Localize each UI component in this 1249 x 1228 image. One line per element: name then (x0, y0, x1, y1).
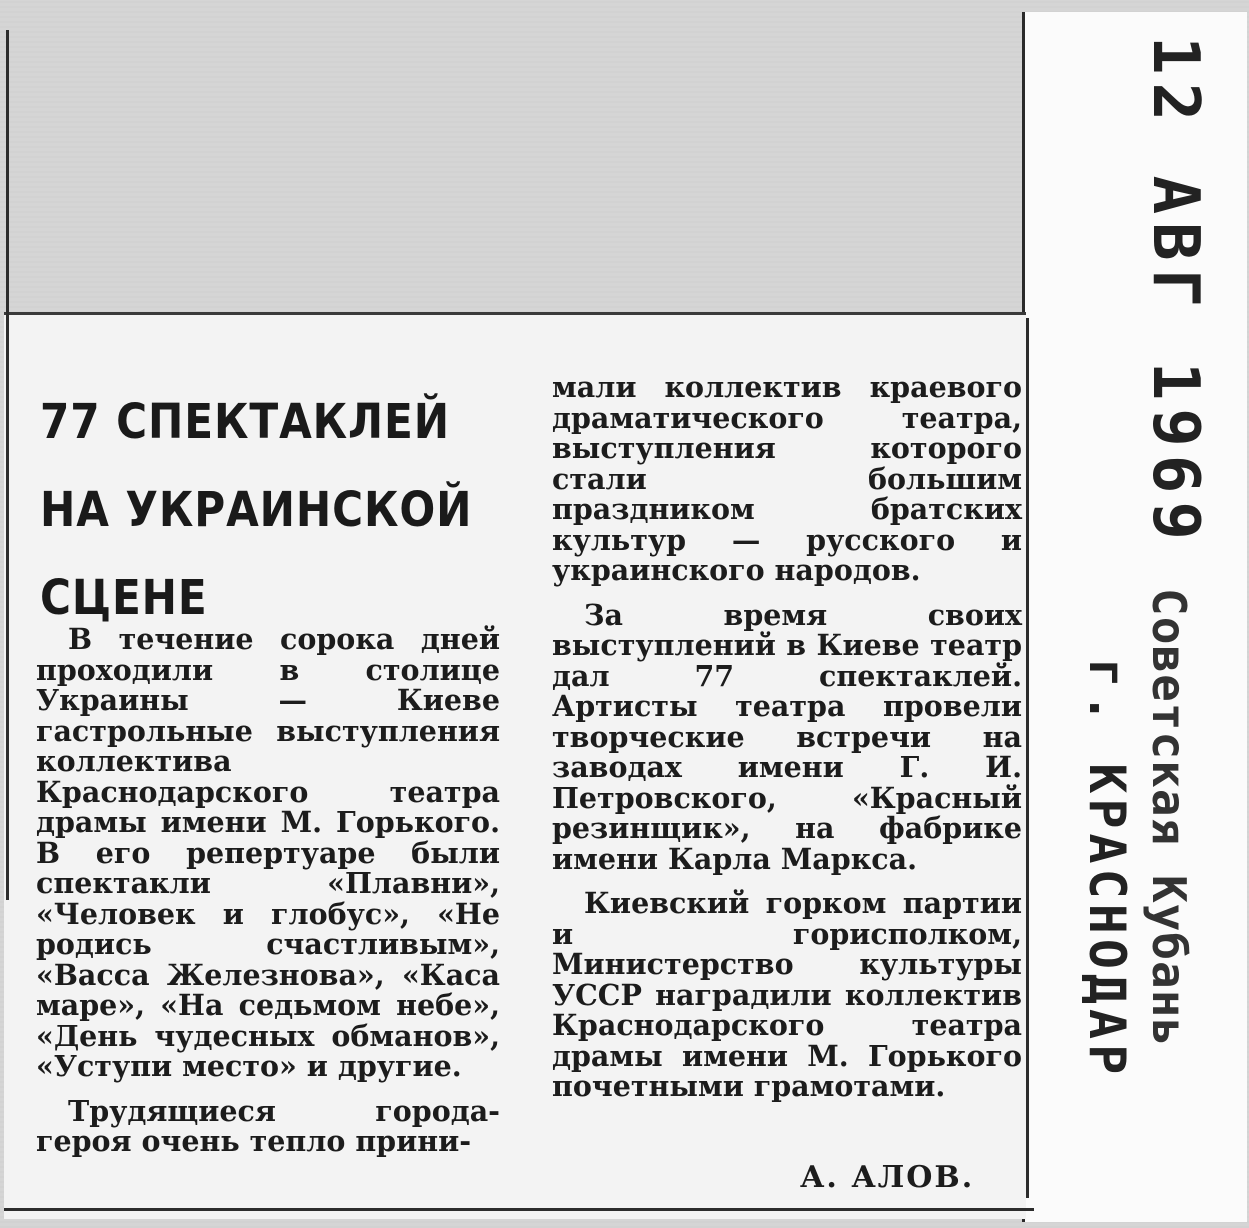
headline-line-3: СЦЕНЕ (40, 570, 208, 626)
clipping-border-left (6, 30, 9, 900)
article-column-left (36, 624, 500, 1171)
headline-line-1: 77 СПЕКТАКЛЕЙ (40, 394, 450, 450)
stamp-newspaper-name: Советская Кубань (1142, 588, 1196, 1048)
stamp-city: г. КРАСНОДАР (1078, 658, 1136, 1080)
clipping-border-bottom (4, 1208, 1034, 1211)
article-column-right (552, 372, 1022, 1116)
article-paragraph: Киевский горком партии и горисполком, Министерство культуры УССР наградили коллектив Краснодарского театра драмы имени М. Горького почетными грамотами. (552, 886, 1022, 1103)
stamp-date: 12 АВГ 1969 (1138, 36, 1212, 548)
article-headline (40, 378, 473, 642)
headline-line-2: НА УКРАИНСКОЙ (40, 482, 473, 538)
article-paragraph: В течение сорока дней проходили в столице Украины — Киеве гастрольные выступления коллектива Краснодарского театра драмы имени М. Горького. В его репертуаре были спектакли «Плавни», «Человек и глобус», «Не родись счастливым», «Васса Железнова», «Каса маре», «На седьмом небе», «День чудесных обманов», «Уступи место» и другие. (36, 622, 500, 1083)
article-paragraph: мали коллектив краевого драматического театра, выступления которого стали большим праздником братских культур — русского и украинского народов. (552, 370, 1022, 587)
clipping-border-right (1026, 318, 1029, 1198)
article-byline: А. АЛОВ. (800, 1160, 975, 1195)
article-paragraph: За время своих выступлений в Киеве театр дал 77 спектаклей. Артисты театра провели творческие встречи на заводах имени Г. И. Петровского, «Красный резинщик», на фабрике имени Карла Маркса. (552, 597, 1022, 876)
article-paragraph: Трудящиеся города-героя очень тепло прини- (36, 1093, 500, 1158)
